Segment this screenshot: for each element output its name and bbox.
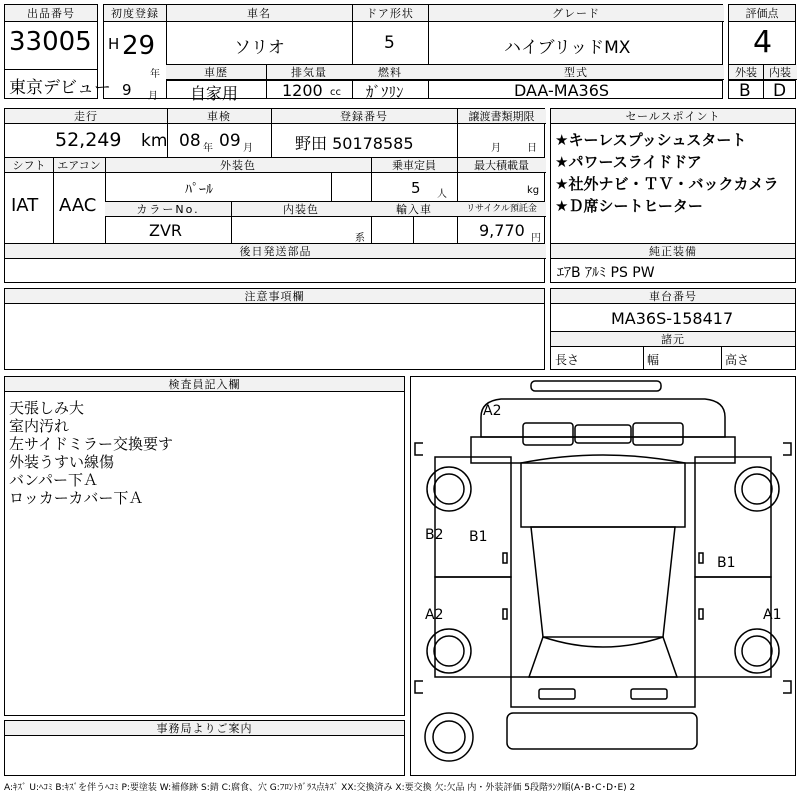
later-parts-label: 後日発送部品 — [5, 244, 546, 259]
inspector-line-1: 天張しみ大 — [9, 399, 85, 417]
office-label: 事務局よりご案内 — [5, 721, 404, 736]
vehicle-info-box — [103, 4, 723, 103]
car-diagram — [411, 377, 795, 775]
sales-point-3: ★社外ナビ・ＴＶ・バックカメラ — [555, 175, 779, 193]
insp-year-unit: 年 — [203, 143, 213, 154]
reg-number: 野田 50178585 — [295, 134, 414, 153]
inspector-line-4: 外装うすい線傷 — [9, 453, 115, 471]
inspector-line-2: 室内汚れ — [9, 417, 70, 435]
chassis-number: MA36S-158417 — [611, 309, 734, 328]
sales-point-2: ★パワースライドドア — [555, 153, 702, 171]
damage-mark-a1-right: A1 — [763, 607, 782, 623]
first-reg-label: 初度登録 — [104, 5, 166, 22]
inspector-label: 検査員記入欄 — [5, 377, 404, 392]
shift: IAT — [11, 195, 39, 216]
insp-month: 09 — [219, 131, 241, 151]
transfer-month: 月 — [491, 143, 501, 154]
inspector-line-3: 左サイドミラー交換要す — [9, 435, 173, 453]
regno-label: 登録番号 — [271, 109, 457, 124]
transfer-day: 日 — [527, 143, 537, 154]
model-name: ソリオ — [234, 38, 285, 58]
history: 自家用 — [190, 84, 239, 103]
year-unit: 年 — [150, 69, 160, 80]
load-label: 最大積載量 — [457, 158, 546, 173]
insp-month-unit: 月 — [243, 143, 253, 154]
venue: 東京デビュー — [9, 78, 111, 98]
notes-box — [4, 288, 545, 370]
car-diagram-box — [410, 376, 796, 776]
import-label: 輸入車 — [371, 202, 457, 217]
capacity-unit: 人 — [437, 189, 447, 200]
color-label: 外装色 — [105, 158, 371, 173]
load-unit: kg — [527, 185, 540, 196]
score: 4 — [753, 25, 773, 60]
damage-mark-b1-right: B1 — [717, 555, 736, 571]
ac-label: エアコン — [53, 158, 105, 173]
door-count: 5 — [384, 33, 395, 53]
width-label: 幅 — [647, 353, 660, 367]
displacement: 1200 — [282, 81, 323, 100]
sales-point-4: ★Ｄ席シートヒーター — [555, 197, 703, 215]
fuel: ｶﾞｿﾘﾝ — [366, 83, 404, 101]
score-box — [728, 4, 796, 99]
inspector-line-6: ロッカーカバー下Ａ — [9, 489, 144, 507]
inspector-line-5: バンパー下Ａ — [9, 471, 98, 489]
score-label: 評価点 — [729, 5, 795, 22]
damage-mark-b2-left: B2 — [425, 527, 444, 543]
model-label: 車名 — [166, 5, 352, 22]
office-box — [4, 720, 405, 776]
lot-label: 出品番号 — [5, 5, 97, 22]
notes-label: 注意事項欄 — [5, 289, 544, 304]
era: H — [108, 35, 120, 53]
recycle-unit: 円 — [531, 233, 541, 244]
recycle-fee: 9,770 — [479, 221, 525, 240]
lot-number: 33005 — [9, 27, 92, 57]
mileage-unit: km — [141, 131, 168, 151]
intcolor-unit: 系 — [355, 233, 365, 244]
first-reg-month: 9 — [122, 81, 132, 99]
equip-label: 純正装備 — [551, 244, 795, 259]
int-score: D — [773, 81, 787, 101]
intcolor-label: 内装色 — [231, 202, 371, 217]
type-label: 型式 — [428, 65, 724, 80]
equipment: ｴｱB ｱﾙﾐ PS PW — [557, 265, 655, 281]
chassis-box — [550, 288, 796, 370]
sales-label: セールスポイント — [551, 109, 795, 124]
history-label: 車歴 — [166, 65, 266, 80]
sales-points-box — [550, 108, 796, 283]
color-number: ZVR — [149, 221, 183, 240]
grade: ハイブリッドMX — [504, 38, 631, 58]
exterior-color: ﾊﾟｰﾙ — [185, 182, 213, 198]
length-label: 長さ — [555, 353, 580, 367]
lot-box — [4, 4, 111, 99]
sales-point-1: ★キーレスプッシュスタート — [555, 131, 747, 149]
ext-label: 外装 — [729, 65, 763, 80]
transfer-label: 譲渡書類期限 — [457, 109, 546, 124]
colorno-label: カラーNo. — [105, 202, 231, 217]
recycle-label: リサイクル預託金 — [457, 202, 546, 217]
height-label: 高さ — [725, 353, 750, 367]
displacement-label: 排気量 — [266, 65, 352, 80]
mileage: 52,249 — [55, 129, 122, 151]
damage-mark-a2-left: A2 — [425, 607, 444, 623]
grade-label: グレード — [428, 5, 724, 22]
int-label: 内装 — [763, 65, 797, 80]
model-type: DAA-MA36S — [514, 81, 610, 100]
displacement-unit: cc — [330, 87, 341, 98]
legend: A:ｷｽﾞ U:ﾍｺﾐ B:ｷｽﾞを伴うﾍｺﾐ P:要塗装 W:補修跡 S:錆 C:腐食、穴 G:ﾌﾛﾝﾄｶﾞﾗｽ点ｷｽﾞ XX:交換済み X:要交換 欠:欠品 内・外装評価 5段階ﾗﾝｸ順(A･B･C･D･E) 2 — [4, 783, 636, 793]
shift-label: シフト — [5, 158, 53, 173]
fuel-label: 燃料 — [352, 65, 428, 80]
damage-mark-b1-left: B1 — [469, 529, 488, 545]
month-unit: 月 — [148, 91, 158, 102]
ext-score: B — [739, 81, 751, 101]
capacity: 5 — [411, 179, 421, 197]
damage-mark-a2-front: A2 — [483, 403, 502, 419]
details-box — [4, 108, 545, 283]
capacity-label: 乗車定員 — [371, 158, 457, 173]
inspector-box — [4, 376, 405, 716]
first-reg-year: 29 — [122, 31, 156, 61]
ac: AAC — [59, 195, 97, 216]
inspection-label: 車検 — [167, 109, 271, 124]
doors-label: ドア形状 — [352, 5, 428, 22]
dims-label: 諸元 — [551, 332, 795, 347]
insp-year: 08 — [179, 131, 201, 151]
mileage-label: 走行 — [5, 109, 167, 124]
chassis-label: 車台番号 — [551, 289, 795, 304]
